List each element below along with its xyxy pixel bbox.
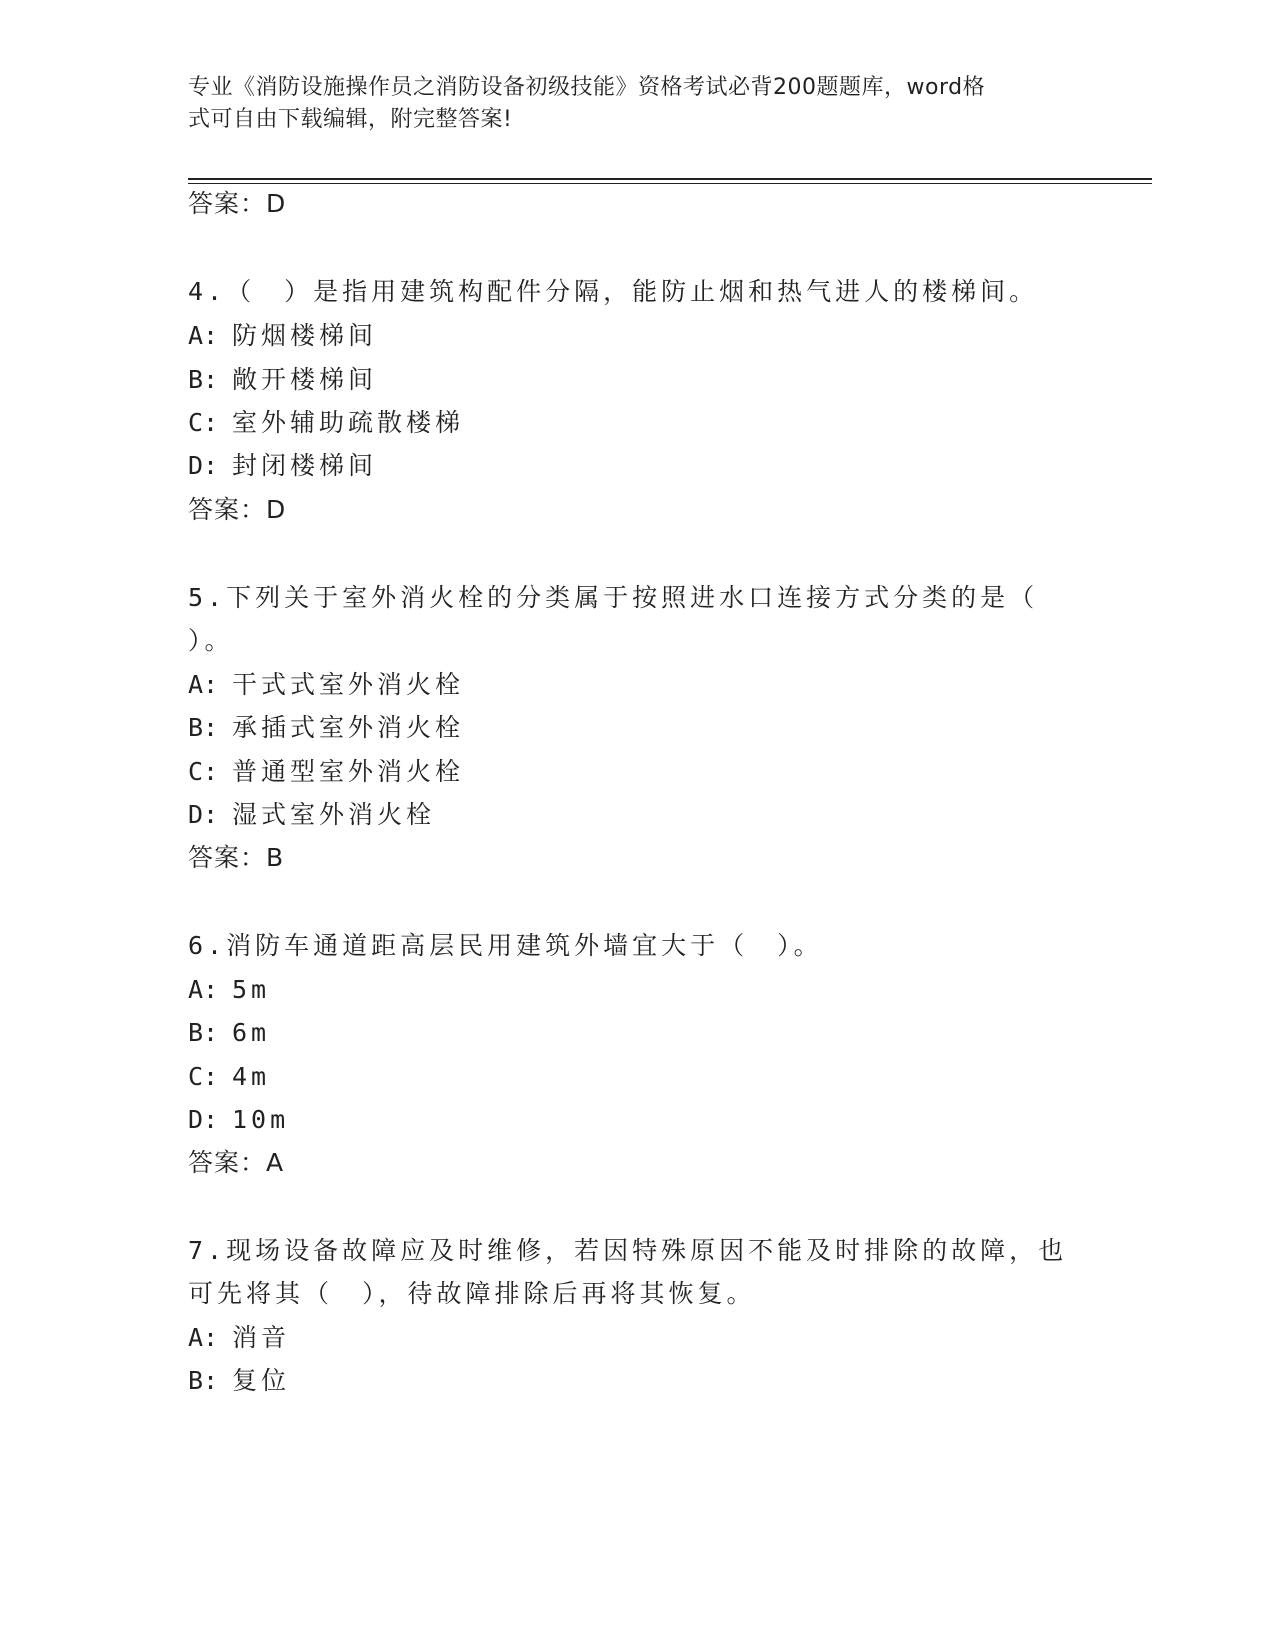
question-5-stem-line-1: 5.下列关于室外消火栓的分类属于按照进水口连接方式分类的是（: [188, 583, 1039, 612]
option-label: A:: [188, 321, 219, 350]
question-4-option-d: [188, 448, 377, 484]
question-5-answer: 答案：B: [188, 843, 285, 872]
header-line-2: 式可自由下载编辑，附完整答案!: [188, 107, 513, 132]
question-7-option-a: [188, 1320, 290, 1356]
option-text: 复位: [232, 1366, 291, 1395]
option-label: B:: [188, 365, 219, 394]
question-6-option-d: [188, 1102, 289, 1138]
question-7-stem-line-1: 7.现场设备故障应及时维修，若因特殊原因不能及时排除的故障，也: [188, 1236, 1068, 1265]
question-6-answer: 答案：A: [188, 1148, 285, 1177]
option-text: 湿式室外消火栓: [232, 800, 436, 829]
question-6-option-a: [188, 972, 270, 1008]
option-text: 5m: [232, 975, 271, 1004]
option-label: C:: [188, 408, 219, 437]
question-5-stem-line-2: ）。: [188, 626, 234, 655]
header-line-1: 专业《消防设施操作员之消防设备初级技能》资格考试必背200题题库，word格: [188, 75, 986, 100]
option-label: B:: [188, 713, 219, 742]
option-text: 普通型室外消火栓: [232, 757, 465, 786]
option-text: 室外辅助疏散楼梯: [232, 408, 465, 437]
option-label: D:: [188, 451, 219, 480]
option-label: B:: [188, 1366, 219, 1395]
option-label: C:: [188, 757, 219, 786]
question-4-option-c: [188, 405, 464, 441]
option-label: A:: [188, 975, 219, 1004]
option-label: D:: [188, 1105, 219, 1134]
question-4-option-a: [188, 318, 377, 354]
option-text: 封闭楼梯间: [232, 451, 378, 480]
header-divider-thick: [188, 178, 1152, 180]
question-4-stem: 4.（ ）是指用建筑构配件分隔，能防止烟和热气进人的楼梯间。: [188, 277, 1039, 306]
question-4-answer: 答案：D: [188, 495, 287, 524]
option-text: 承插式室外消火栓: [232, 713, 465, 742]
question-4-option-b: [188, 362, 377, 398]
option-text: 10m: [232, 1105, 290, 1134]
option-text: 敞开楼梯间: [232, 365, 378, 394]
option-text: 干式式室外消火栓: [232, 670, 465, 699]
option-text: 6m: [232, 1018, 271, 1047]
question-6-option-b: [188, 1015, 270, 1051]
question-6-option-c: [188, 1059, 270, 1095]
question-5-option-b: [188, 710, 464, 746]
option-text: 消音: [232, 1323, 291, 1352]
document-header: [188, 72, 1068, 136]
option-text: 防烟楼梯间: [232, 321, 378, 350]
option-text: 4m: [232, 1062, 271, 1091]
header-divider-thin: [188, 183, 1152, 184]
question-7-option-b: [188, 1363, 290, 1399]
option-label: A:: [188, 1323, 219, 1352]
option-label: D:: [188, 800, 219, 829]
question-5-option-a: [188, 667, 464, 703]
question-6-stem: 6.消防车通道距高层民用建筑外墙宜大于（ ）。: [188, 931, 823, 960]
question-5-option-d: [188, 797, 435, 833]
question-7-stem-line-2: 可先将其（ ），待故障排除后再将其恢复。: [188, 1279, 756, 1308]
answer-q3: 答案：D: [188, 189, 287, 218]
option-label: B:: [188, 1018, 219, 1047]
option-label: A:: [188, 670, 219, 699]
question-5-option-c: [188, 754, 464, 790]
option-label: C:: [188, 1062, 219, 1091]
